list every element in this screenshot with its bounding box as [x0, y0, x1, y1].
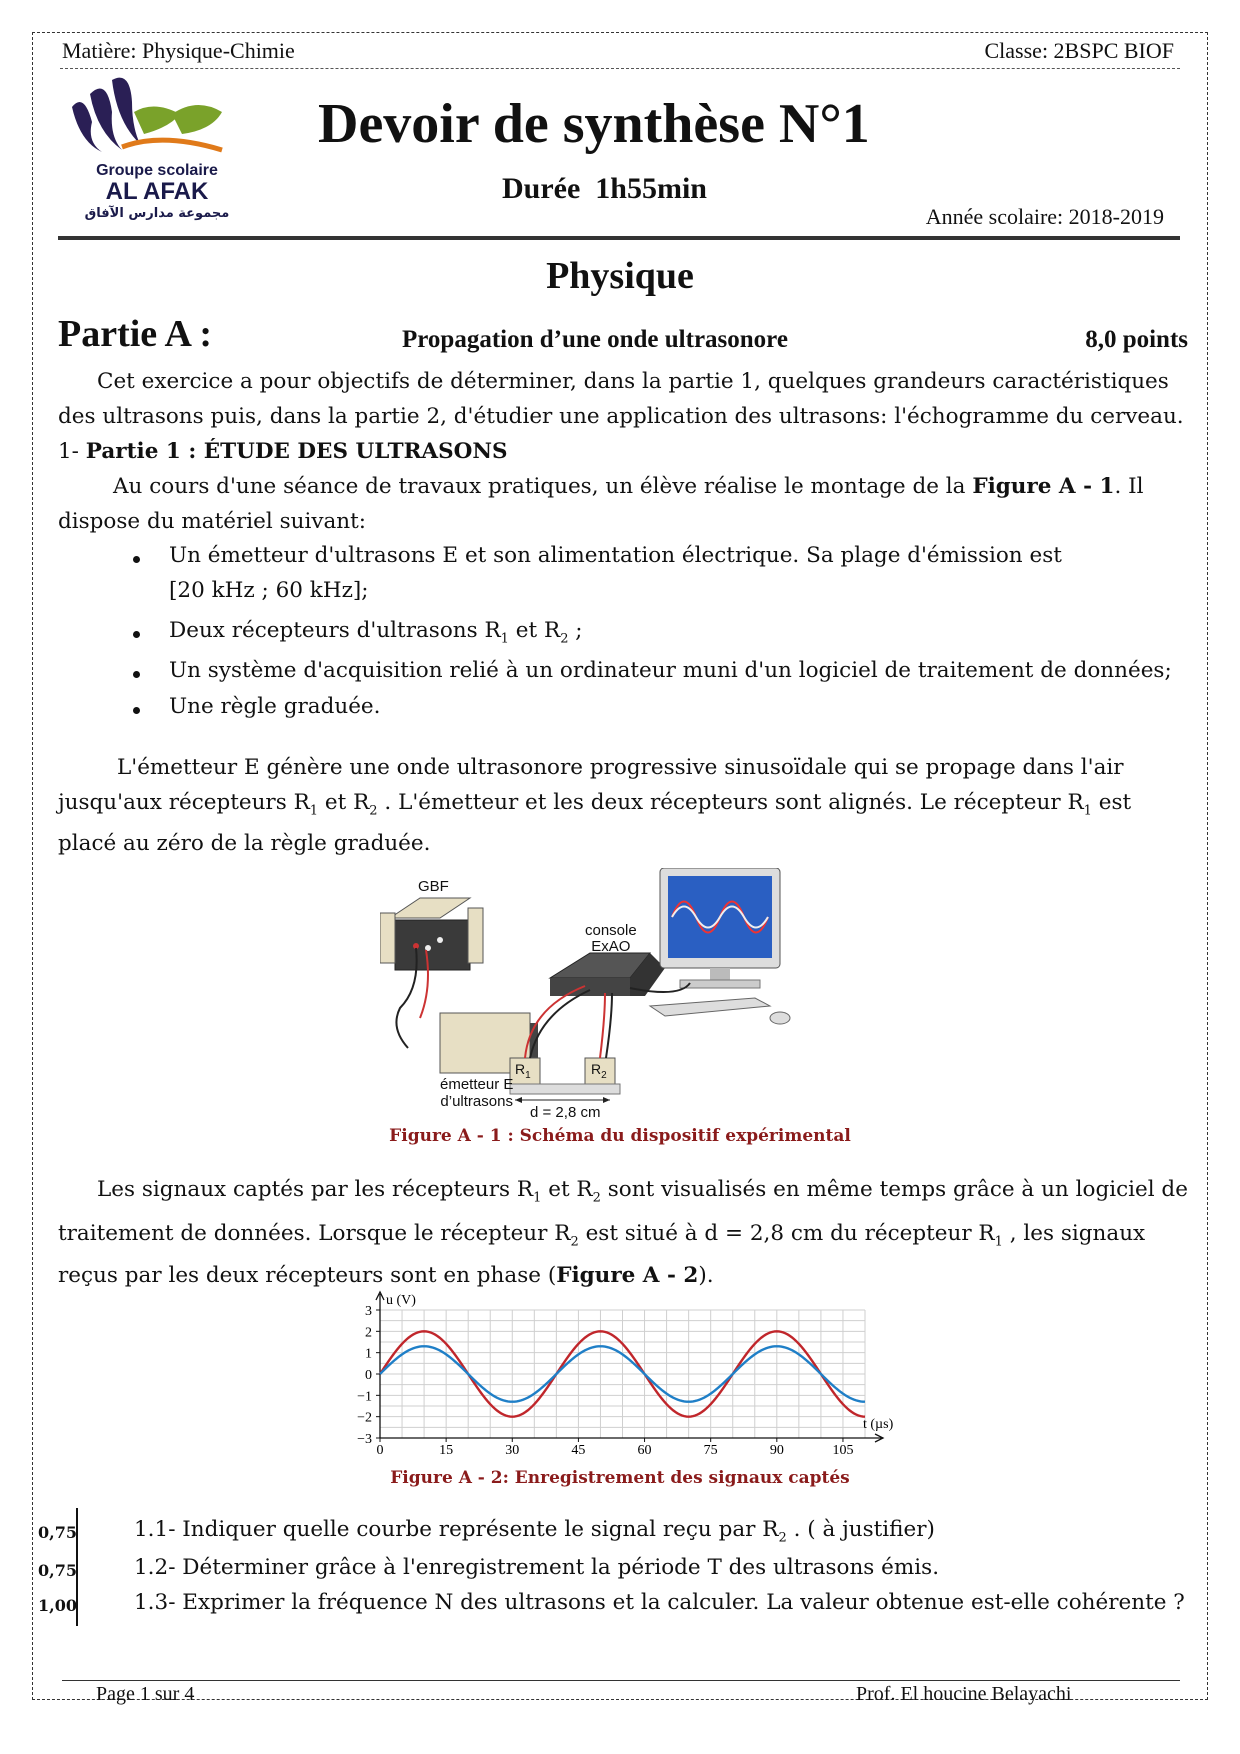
x-tick-label: 45: [571, 1443, 586, 1458]
p3-line2: [58, 1216, 1145, 1260]
p1-line2: dispose du matériel suivant:: [58, 509, 367, 534]
partie-subject: Propagation d’une onde ultrasonore: [402, 326, 788, 353]
label-r2: [591, 1061, 607, 1081]
figure-a2-chart: [340, 1288, 900, 1458]
p3-l3-a: reçus par les deux récepteurs sont en phase (: [58, 1263, 557, 1288]
partie1-num: 1-: [58, 439, 86, 464]
header-divider: [60, 68, 1180, 69]
p2-line1: L'émetteur E génère une onde ultrasonore progressive sinusoïdale qui se propage dans l'air: [117, 755, 1124, 780]
intro-line1: Cet exercice a pour objectifs de déterminer, dans la partie 1, quelques grandeurs caractéristiques: [97, 369, 1169, 394]
y-tick-label: 2: [365, 1325, 372, 1341]
figure-a1-caption: Figure A - 1 : Schéma du dispositif expérimental: [389, 1126, 851, 1146]
p2-a: jusqu'aux récepteurs R: [58, 790, 310, 815]
q1-text-b: . ( à justifier): [786, 1517, 935, 1542]
duree-label: Durée: [502, 172, 581, 205]
signal-chart-svg: [340, 1288, 900, 1458]
bullet-1-line2: [20 kHz ; 60 kHz];: [169, 578, 369, 603]
label-console: [585, 923, 637, 955]
logo-line3: مجموعة مدارس الآفاق: [84, 206, 230, 221]
p3-a: Les signaux captés par les récepteurs R: [97, 1177, 534, 1202]
label-r1: [515, 1061, 531, 1081]
p3-fig-ref: Figure A - 2: [556, 1263, 699, 1288]
header-bottom-rule: [58, 236, 1180, 240]
p3-c: sont visualisés en même temps grâce à un logiciel de: [600, 1177, 1188, 1202]
y-tick-label: −1: [357, 1389, 372, 1405]
page-title: Devoir de synthèse N°1: [318, 93, 870, 155]
footer-page: Page 1 sur 4: [96, 1683, 195, 1705]
bullet-1-line1: Un émetteur d'ultrasons E et son alimentation électrique. Sa plage d'émission est: [169, 543, 1062, 568]
x-axis-label: t (µs): [863, 1417, 894, 1432]
y-tick-label: 0: [365, 1368, 372, 1383]
p3-l2-b: est situé à d = 2,8 cm du récepteur R: [578, 1221, 995, 1246]
p3-l2-s1: 2: [570, 1234, 579, 1250]
label-distance: d = 2,8 cm: [530, 1104, 601, 1121]
partie-points: 8,0 points: [1085, 326, 1188, 353]
x-tick-label: 75: [703, 1443, 718, 1458]
annee-scolaire: Année scolaire: 2018-2019: [925, 204, 1164, 229]
label-emetteur-l2: d’ultrasons: [440, 1093, 513, 1110]
p2-s1: 1: [309, 803, 319, 819]
label-gbf: GBF: [418, 878, 449, 895]
question-score: 1,00: [38, 1596, 77, 1615]
x-tick-label: 60: [637, 1443, 652, 1458]
r1-sub: 1: [525, 1069, 531, 1081]
p3-l3-b: ).: [698, 1263, 714, 1288]
bullet-3: Un système d'acquisition relié à un ordinateur muni d'un logiciel de traitement de données;: [169, 658, 1172, 683]
logo-line2: AL AFAK: [105, 178, 209, 205]
p3-l2-c: , les signaux: [1002, 1221, 1146, 1246]
bullet-2-c: ;: [568, 618, 583, 643]
figure-a1-setup: [380, 868, 880, 1121]
partie1-heading: [58, 434, 508, 470]
figure-a2-caption: Figure A - 2: Enregistrement des signaux captés: [390, 1468, 850, 1488]
question-1-1: [134, 1517, 935, 1545]
p1-text-a: Au cours d'une séance de travaux pratiques, un élève réalise le montage de la: [113, 474, 973, 499]
x-tick-label: 0: [376, 1443, 384, 1458]
question-1-2: 1.2- Déterminer grâce à l'enregistrement la période T des ultrasons émis.: [134, 1555, 940, 1580]
p1-line1: [113, 469, 1144, 505]
x-tick-label: 30: [505, 1443, 520, 1458]
matiere-label: Matière: Physique-Chimie: [62, 38, 295, 63]
footer-prof: Prof. El houcine Belayachi: [856, 1683, 1072, 1705]
question-score: 0,75: [38, 1561, 77, 1580]
question-1-3: 1.3- Exprimer la fréquence N des ultrasons et la calculer. La valeur obtenue est-elle cohérente ?: [134, 1590, 1185, 1615]
p2-c: . L'émetteur et les deux récepteurs sont alignés. Le récepteur R: [377, 790, 1084, 815]
x-tick-label: 15: [439, 1443, 454, 1458]
p2-s2: 2: [369, 803, 378, 819]
y-tick-label: −3: [357, 1432, 372, 1447]
section-title: Physique: [546, 255, 694, 297]
bullet-2-a: Deux récepteurs d'ultrasons R: [169, 618, 501, 643]
r2-sub: 2: [601, 1069, 607, 1081]
bullet-dot: [133, 631, 140, 638]
classe-label: Classe: 2BSPC BIOF: [984, 38, 1174, 63]
partie1-title: Partie 1 : ÉTUDE DES ULTRASONS: [85, 439, 508, 464]
bullet-2-sub2: 2: [560, 631, 569, 647]
question-score: 0,75: [38, 1523, 77, 1542]
p1-fig-ref: Figure A - 1: [972, 474, 1115, 499]
footer-rule: [62, 1680, 1180, 1681]
label-console-l1: console: [585, 922, 637, 939]
partie-label: Partie A :: [58, 313, 213, 355]
intro-line2: des ultrasons puis, dans la partie 2, d'étudier une application des ultrasons: l'échogramme du cerveau.: [58, 404, 1184, 429]
x-tick-label: 90: [769, 1443, 784, 1458]
label-emetteur-l1: émetteur E: [440, 1076, 514, 1093]
p3-line1: [97, 1172, 1188, 1216]
p3-s2: 2: [592, 1190, 601, 1206]
y-tick-label: 3: [365, 1304, 372, 1319]
p2-s3: 1: [1083, 803, 1092, 819]
q1-sub: 2: [778, 1530, 787, 1546]
p2-d: est: [1091, 790, 1132, 815]
p3-b: et R: [541, 1177, 593, 1202]
bullet-2-sub1: 1: [500, 631, 509, 647]
duree-value: 1h55min: [595, 172, 707, 205]
p3-l2-a: traitement de données. Lorsque le récepteur R: [58, 1221, 571, 1246]
y-tick-label: 1: [365, 1346, 372, 1362]
r2-text: R: [591, 1061, 602, 1077]
logo-line1: Groupe scolaire: [96, 162, 218, 179]
p3-l2-s2: 1: [994, 1234, 1003, 1250]
y-axis-label: u (V): [386, 1293, 416, 1308]
p3-s1: 1: [533, 1190, 542, 1206]
y-tick-label: −2: [357, 1410, 372, 1426]
bullet-dot: [133, 671, 140, 678]
label-console-l2: ExAO: [591, 938, 631, 955]
bullet-2: [169, 618, 583, 646]
p1-text-b: . Il: [1114, 474, 1144, 499]
bullet-2-b: et R: [508, 618, 561, 643]
label-emetteur: [440, 1076, 513, 1110]
bullet-dot: [133, 707, 140, 714]
bullet-dot: [133, 556, 140, 563]
r1-text: R: [515, 1061, 526, 1077]
duree: [502, 172, 707, 206]
p2-line3: placé au zéro de la règle graduée.: [58, 831, 431, 856]
p2-line2: [58, 785, 1131, 829]
q1-text: 1.1- Indiquer quelle courbe représente le signal reçu par R: [134, 1517, 779, 1542]
bullet-4: Une règle graduée.: [169, 694, 381, 719]
p2-b: et R: [318, 790, 370, 815]
x-tick-label: 105: [832, 1443, 854, 1458]
school-logo: [62, 72, 242, 232]
